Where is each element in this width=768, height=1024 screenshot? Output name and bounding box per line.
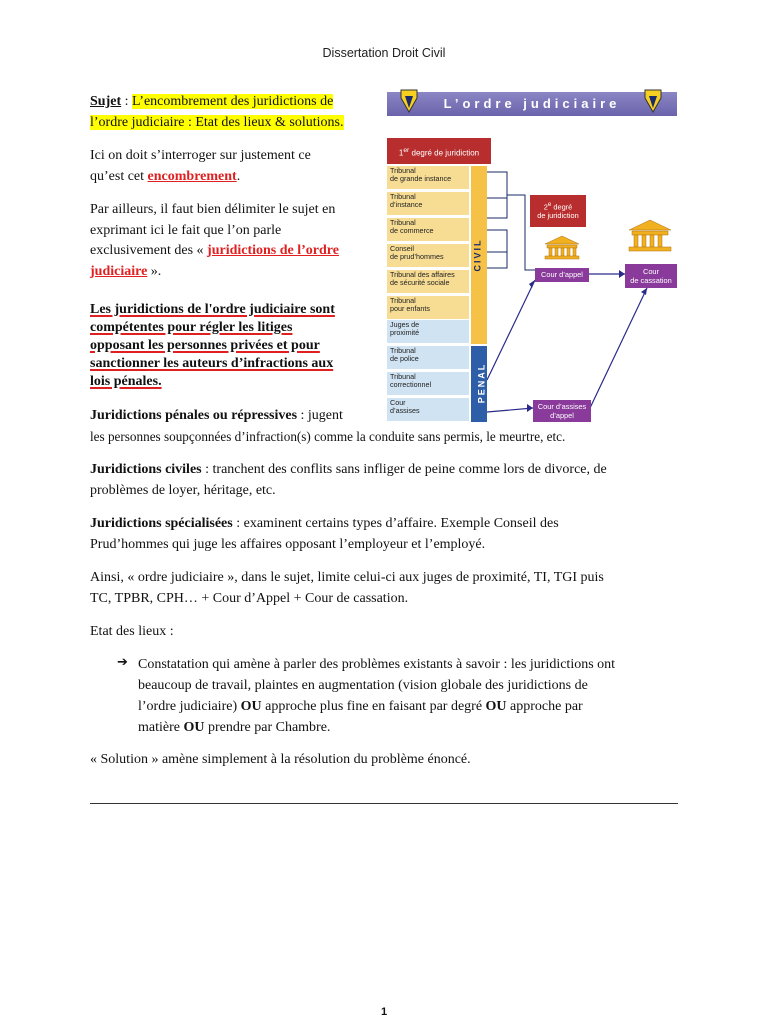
para4-line1: [90, 405, 343, 426]
cour-cassation-box: [625, 264, 677, 288]
para5-text: : tranchent des conflits sans infliger de peine comme lors de divorce, de: [201, 462, 607, 477]
para5-line2: problèmes de loyer, héritage, etc.: [90, 483, 276, 498]
court-name-line1: Tribunal: [390, 166, 416, 175]
para7-line1: Ainsi, « ordre judiciaire », dans le sujet, limite celui-ci aux juges de proximité, TI, TGI puis: [90, 570, 604, 585]
para4-text: : jugent: [297, 408, 343, 423]
connector-tgi: [487, 172, 507, 218]
civil-court-cell: [387, 270, 469, 294]
civil-court-cell: [387, 320, 469, 344]
court-building-icon-cassation: [629, 220, 671, 251]
sujet-text-2: l’ordre judiciaire : Etat des lieux & solutions.: [90, 115, 344, 130]
arrow-penal-appel: [487, 280, 535, 380]
para2-text: exclusivement des «: [90, 243, 208, 258]
second-degree-header: [530, 195, 586, 227]
arrow-assises-appel: [487, 408, 533, 412]
bullet-line4-b: prendre par Chambre.: [204, 720, 331, 735]
court-name-line2: correctionnel: [390, 380, 432, 389]
first-degree-num: 1: [398, 148, 404, 158]
court-name-line2: de police: [390, 354, 419, 363]
para3-line2: compétentes pour régler les litiges: [90, 320, 293, 335]
para2-end: ».: [147, 264, 162, 279]
para2-line2: exprimant ici le fait que l’on parle: [90, 223, 282, 238]
second-degree-l1: degré: [551, 202, 573, 212]
court-name-line1: Tribunal: [390, 218, 416, 227]
judiciaire-highlight: judiciaire: [90, 264, 148, 279]
court-name-line2: pour enfants: [390, 304, 430, 313]
penal-court-cell: [387, 398, 469, 422]
court-name-line2: d’assises: [390, 406, 420, 415]
para1-text: qu’est cet: [90, 169, 148, 184]
sujet-label: Sujet: [90, 94, 122, 109]
bullet-line3-b: approche plus fine en faisant par degré: [261, 699, 486, 714]
ou-2: OU: [485, 699, 507, 714]
bullet-line1: Constatation qui amène à parler des problèmes existants à savoir : les juridictions ont: [138, 657, 616, 672]
para7-line2: TC, TPBR, CPH… + Cour d’Appel + Cour de cassation.: [90, 591, 409, 606]
diagram-title: L’ordre judiciaire: [387, 92, 677, 116]
court-name-line2: de commerce: [390, 226, 434, 235]
encombrement-highlight: encombrement: [147, 169, 237, 184]
penal-label: PENAL: [476, 362, 487, 404]
civil-court-cell: [387, 244, 469, 268]
civil-court-cell: [387, 218, 469, 242]
court-name-line2: de prud’hommes: [390, 252, 444, 261]
cour-cassation-l2: de cassation: [630, 276, 672, 285]
cour-appel-box: Cour d’appel: [535, 268, 589, 282]
bullet-line4: [138, 717, 330, 738]
para1-end: .: [236, 169, 241, 184]
cour-assises-appel-l2: d’appel: [550, 411, 574, 420]
para3-line3: opposant les personnes privées et pour: [90, 338, 320, 353]
para6-text: : examinent certains types d’affaire. Exemple Conseil des: [232, 516, 559, 531]
ou-1: OU: [240, 699, 262, 714]
para2-line4: [90, 261, 161, 282]
court-name-line2: de sécurité sociale: [390, 278, 450, 287]
para6-line2: Prud’hommes qui juge les affaires opposant l’employeur et l’employé.: [90, 537, 486, 552]
juridictions-highlight: juridictions de l’ordre: [207, 243, 339, 258]
para6-line1: [90, 513, 559, 534]
penal-court-cell: [387, 346, 469, 370]
para4-line2: les personnes soupçonnées d’infraction(s) comme la conduite sans permis, le meurtre, etc.: [90, 429, 566, 444]
solution-paragraph: « Solution » amène simplement à la résolution du problème énoncé.: [90, 752, 471, 767]
cour-assises-appel-box: [533, 400, 591, 422]
shield-badge-icon-left: [399, 88, 419, 114]
page-number: 1: [380, 1006, 388, 1018]
court-name-line1: Conseil: [390, 244, 414, 253]
arrow-assises-cassation: [590, 288, 647, 408]
second-degree-l2: de juridiction: [537, 211, 579, 221]
bullet-line2: beaucoup de travail, plaintes en augmentation (vision globale des juridictions de: [138, 678, 588, 693]
bullet-line3: [138, 696, 583, 717]
first-degree-text: degré de juridiction: [409, 148, 480, 158]
second-degree-sup: e: [547, 201, 552, 208]
para2-line1: Par ailleurs, il faut bien délimiter le sujet en: [90, 202, 336, 217]
court-building-icon-appeal: [545, 236, 579, 259]
court-name-line2: d’instance: [390, 200, 423, 209]
civil-court-cell: [387, 296, 469, 320]
court-name-line1: Tribunal: [390, 372, 416, 381]
sujet-text-1: L’encombrement des juridictions de: [132, 94, 334, 109]
second-degree-num: 2: [543, 202, 548, 212]
para3-line5: lois pénales.: [90, 374, 162, 389]
para5-line1: [90, 459, 607, 480]
first-degree-header: [387, 138, 491, 164]
para3-line1: Les juridictions de l'ordre judiciaire sont: [90, 302, 335, 317]
para1-line2: [90, 166, 240, 187]
bullet-line3-a: l’ordre judiciaire): [138, 699, 241, 714]
court-name-line1: Tribunal: [390, 346, 416, 355]
court-name-line1: Tribunal des affaires: [390, 270, 455, 279]
specialized-term: Juridictions spécialisées: [90, 516, 233, 531]
connector-commerce: [487, 230, 507, 268]
para1-line1: Ici on doit s’interroger sur justement ce: [90, 148, 311, 163]
right-arrow-icon: ➔: [117, 655, 128, 670]
sujet-separator: :: [121, 94, 133, 109]
civil-label: CIVIL: [472, 238, 483, 272]
ordre-judiciaire-diagram: [385, 90, 678, 422]
court-name-line1: Juges de: [390, 320, 420, 329]
penal-term: Juridictions pénales ou répressives: [90, 408, 298, 423]
civil-term: Juridictions civiles: [90, 462, 202, 477]
sujet-line2: [90, 112, 344, 133]
court-name-line1: Tribunal: [390, 296, 416, 305]
civil-court-cell: [387, 166, 469, 190]
court-name-line1: Cour: [390, 398, 406, 407]
etat-des-lieux-heading: Etat des lieux :: [90, 624, 174, 639]
para3-line4: sanctionner les auteurs d’infractions aux: [90, 356, 334, 371]
horizontal-rule: [90, 803, 678, 804]
civil-court-cell: [387, 192, 469, 216]
cour-cassation-l1: Cour: [642, 267, 660, 276]
bullet-line3-c: approche par: [506, 699, 583, 714]
penal-court-cell: [387, 372, 469, 396]
cour-assises-appel-l1: Cour d’assises: [537, 402, 587, 411]
ou-3: OU: [183, 720, 205, 735]
court-name-line1: Tribunal: [390, 192, 416, 201]
shield-badge-icon-right: [643, 88, 663, 114]
first-degree-sup: er: [403, 147, 410, 154]
sujet-line1: [90, 91, 333, 112]
court-name-line2: proximité: [390, 328, 420, 337]
bullet-line4-a: matière: [138, 720, 184, 735]
document-header-title: Dissertation Droit Civil: [322, 46, 446, 60]
court-name-line2: de grande instance: [390, 174, 452, 183]
para2-line3: [90, 240, 339, 261]
